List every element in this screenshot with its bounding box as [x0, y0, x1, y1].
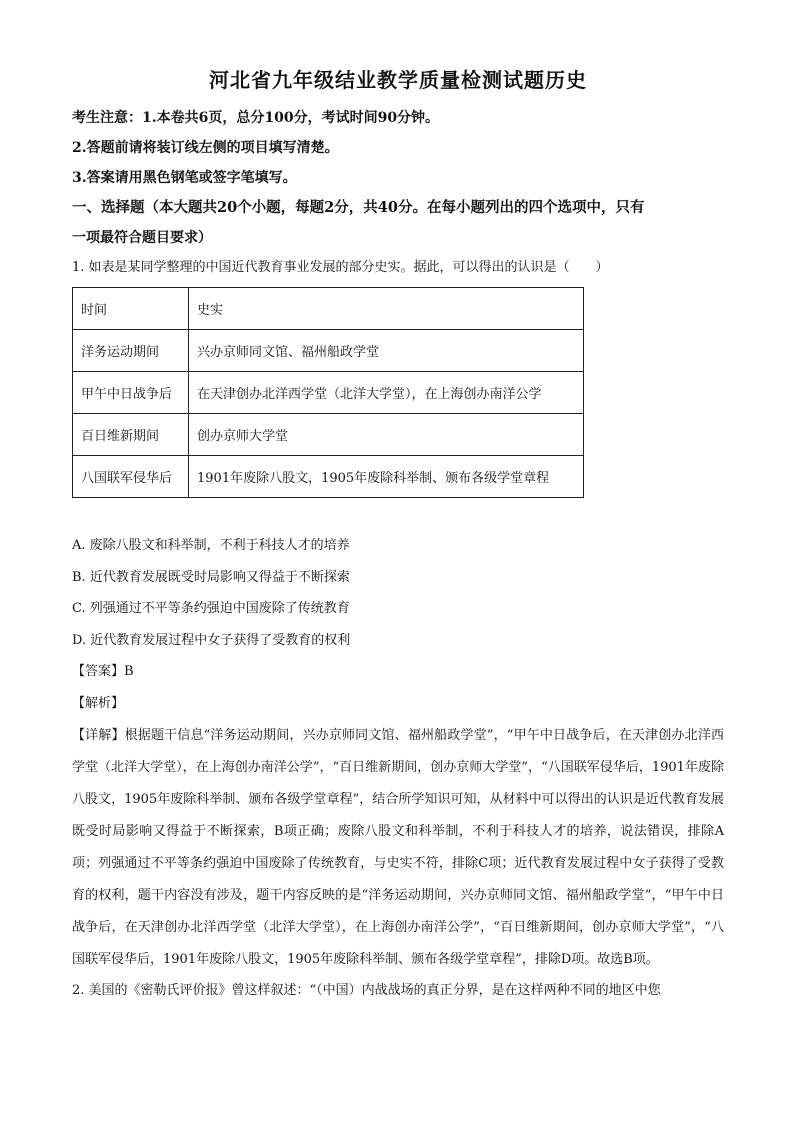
table-row	[73, 330, 584, 372]
table-cell-fact: 在天津创办北洋西学堂（北洋大学堂），在上海创办南洋公学	[189, 372, 584, 414]
table-cell-period: 百日维新期间	[73, 414, 189, 456]
question-2-stem: 2. 美国的《密勒氏评价报》曾这样叙述：“（中国）内战战场的真正分界，是在这样两种不同的地区中您	[72, 983, 661, 998]
page-title: 河北省九年级结业教学质量检测试题历史	[209, 68, 587, 92]
table-cell-fact: 1901年废除八股文，1905年废除科举制、颁布各级学堂章程	[189, 456, 584, 498]
table-cell-period: 洋务运动期间	[73, 330, 189, 372]
analysis-label: 【解析】	[72, 696, 125, 711]
table-row	[73, 372, 584, 414]
detail-explanation: 【详解】根据题干信息“洋务运动期间，兴办京师同文馆、福州船政学堂”，“甲午中日战争后，在天津创办北洋西学堂（北洋大学堂），在上海创办南洋公学”，“百日维新期间，创办京师大学堂”，“八国联军侵华后，1901年废除八股文，1905年废除科举制、颁布各级学堂章程”，结合所学知识可知，从材料中可以得出的认识是近代教育发展既受时局影响又得益于不断探索，B项正确；废除八股文和科举制，不利于科技人才的培养，说法错误，排除A项；列强通过不平等条约强迫中国废除了传统教育，与史实不符，排除C项；近代教育发展过程中女子获得了受教育的权利，题干内容没有涉及，题干内容反映的是“洋务运动期间，兴办京师同文馆、福州船政学堂”，“甲午中日战争后，在天津创办北洋西学堂（北洋大学堂），在上海创办南洋公学”，“百日维新期间，创办京师大学堂”，“八国联军侵华后，1901年废除八股文，1905年废除科举制、颁布各级学堂章程”，排除D项。故选B项。	[72, 728, 724, 967]
notice-line-2: 2.答题前请将装订线左侧的项目填写清楚。	[72, 140, 339, 156]
table-header-time: 时间	[73, 288, 189, 330]
table-header-row	[73, 288, 584, 330]
notice-line-1: 考生注意：1.本卷共6页，总分100分，考试时间90分钟。	[72, 110, 440, 126]
history-table	[72, 287, 584, 498]
section-header-line-2: 一项最符合题目要求）	[72, 230, 212, 246]
option-b: B. 近代教育发展既受时局影响又得益于不断探索	[72, 569, 350, 585]
answer-label: 【答案】B	[72, 664, 134, 679]
section-header-line-1: 一、选择题（本大题共20个小题，每题2分，共40分。在每小题列出的四个选项中，只有	[72, 199, 645, 216]
exam-page	[72, 64, 724, 1006]
table-cell-period: 甲午中日战争后	[73, 372, 189, 414]
table-cell-period: 八国联军侵华后	[73, 456, 189, 498]
table-cell-fact: 创办京师大学堂	[189, 414, 584, 456]
option-a: A. 废除八股文和科举制，不利于科技人才的培养	[72, 538, 350, 553]
table-header-fact: 史实	[189, 288, 584, 330]
question-1-stem: 1. 如表是某同学整理的中国近代教育事业发展的部分史实。据此，可以得出的认识是（ ）	[72, 260, 609, 275]
table-row	[73, 414, 584, 456]
table-cell-fact: 兴办京师同文馆、福州船政学堂	[189, 330, 584, 372]
notice-line-3: 3.答案请用黑色钢笔或签字笔填写。	[72, 170, 297, 186]
question-1-options	[72, 530, 724, 656]
option-c: C. 列强通过不平等条约强迫中国废除了传统教育	[72, 601, 350, 616]
option-d: D. 近代教育发展过程中女子获得了受教育的权利	[72, 632, 351, 648]
table-row	[73, 456, 584, 498]
